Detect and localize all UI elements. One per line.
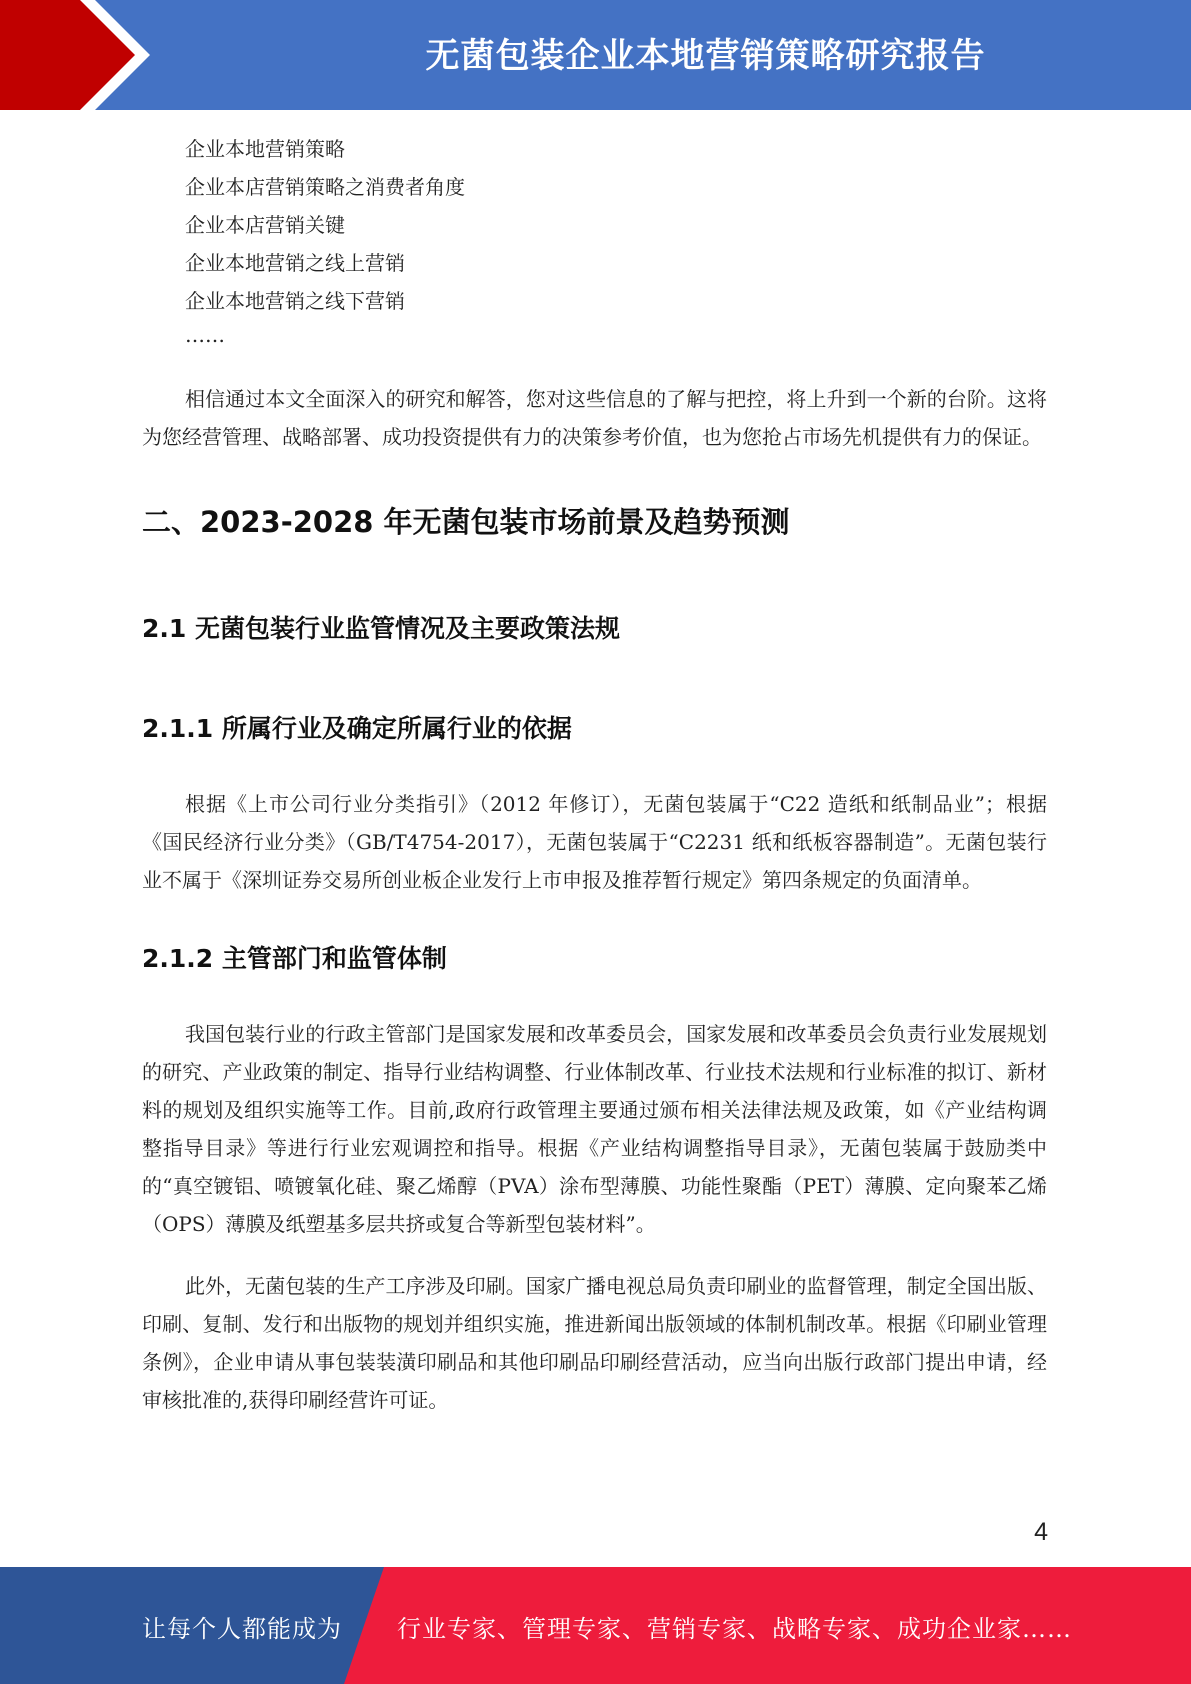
document-body [142, 130, 1047, 1419]
subsection-heading-2-1-2: 2.1.2 主管部门和监管体制 [142, 944, 447, 973]
paragraph-2-1-2-b: 此外，无菌包装的生产工序涉及印刷。国家广播电视总局负责印刷业的监督管理，制定全国出版、印刷、复制、发行和出版物的规划并组织实施，推进新闻出版领域的体制机制改革。根据《印刷业管理条例》，企业申请从事包装装潢印刷品和其他印刷品印刷经营活动，应当向出版行政部门提出申请，经审核批准的,获得印刷经营许可证。 [142, 1274, 1047, 1412]
intro-paragraph: 相信通过本文全面深入的研究和解答，您对这些信息的了解与把控，将上升到一个新的台阶。这将为您经营管理、战略部署、成功投资提供有力的决策参考价值，也为您抢占市场先机提供有力的保证。 [142, 387, 1047, 449]
paragraph-2-1-1: 根据《上市公司行业分类指引》（2012 年修订），无菌包装属于“C22 造纸和纸制品业”；根据《国民经济行业分类》（GB/T4754-2017），无菌包装属于“C2231 纸和纸板容器制造”。无菌包装行业不属于《深圳证券交易所创业板企业发行上市申报及推荐暂行规定》第四条规定的负面清单。 [142, 792, 1047, 892]
header-banner [0, 0, 1191, 110]
paragraph-2-1-2-a: 我国包装行业的行政主管部门是国家发展和改革委员会，国家发展和改革委员会负责行业发展规划的研究、产业政策的制定、指导行业结构调整、行业体制改革、行业技术法规和行业标准的拟订、新材料的规划及组织实施等工作。目前,政府行政管理主要通过颁布相关法律法规及政策，如《产业结构调整指导目录》等进行行业宏观调控和指导。根据《产业结构调整指导目录》，无菌包装属于鼓励类中的“真空镀铝、喷镀氧化硅、聚乙烯醇（PVA）涂布型薄膜、功能性聚酯（PET）薄膜、定向聚苯乙烯（OPS）薄膜及纸塑基多层共挤或复合等新型包装材料”。 [142, 1022, 1047, 1236]
footer-slogan-left: 让每个人都能成为 [142, 1615, 342, 1643]
list-item: 企业本地营销之线下营销 [185, 289, 405, 313]
subsection-heading-2-1: 2.1 无菌包装行业监管情况及主要政策法规 [142, 614, 620, 643]
subsection-heading-2-1-1: 2.1.1 所属行业及确定所属行业的依据 [142, 714, 572, 743]
list-item: …… [185, 323, 225, 347]
page-number: 4 [1034, 1518, 1048, 1546]
intro-list [142, 130, 1047, 350]
footer-banner [0, 1567, 1191, 1684]
list-item: 企业本地营销策略 [185, 137, 345, 161]
list-item: 企业本店营销关键 [185, 213, 345, 237]
header-title: 无菌包装企业本地营销策略研究报告 [425, 36, 986, 76]
list-item: 企业本店营销策略之消费者角度 [185, 175, 465, 199]
list-item: 企业本地营销之线上营销 [185, 251, 405, 275]
footer-slogan-right: 行业专家、管理专家、营销专家、战略专家、成功企业家…… [397, 1615, 1072, 1643]
section-heading-2: 二、2023-2028 年无菌包装市场前景及趋势预测 [142, 505, 790, 539]
